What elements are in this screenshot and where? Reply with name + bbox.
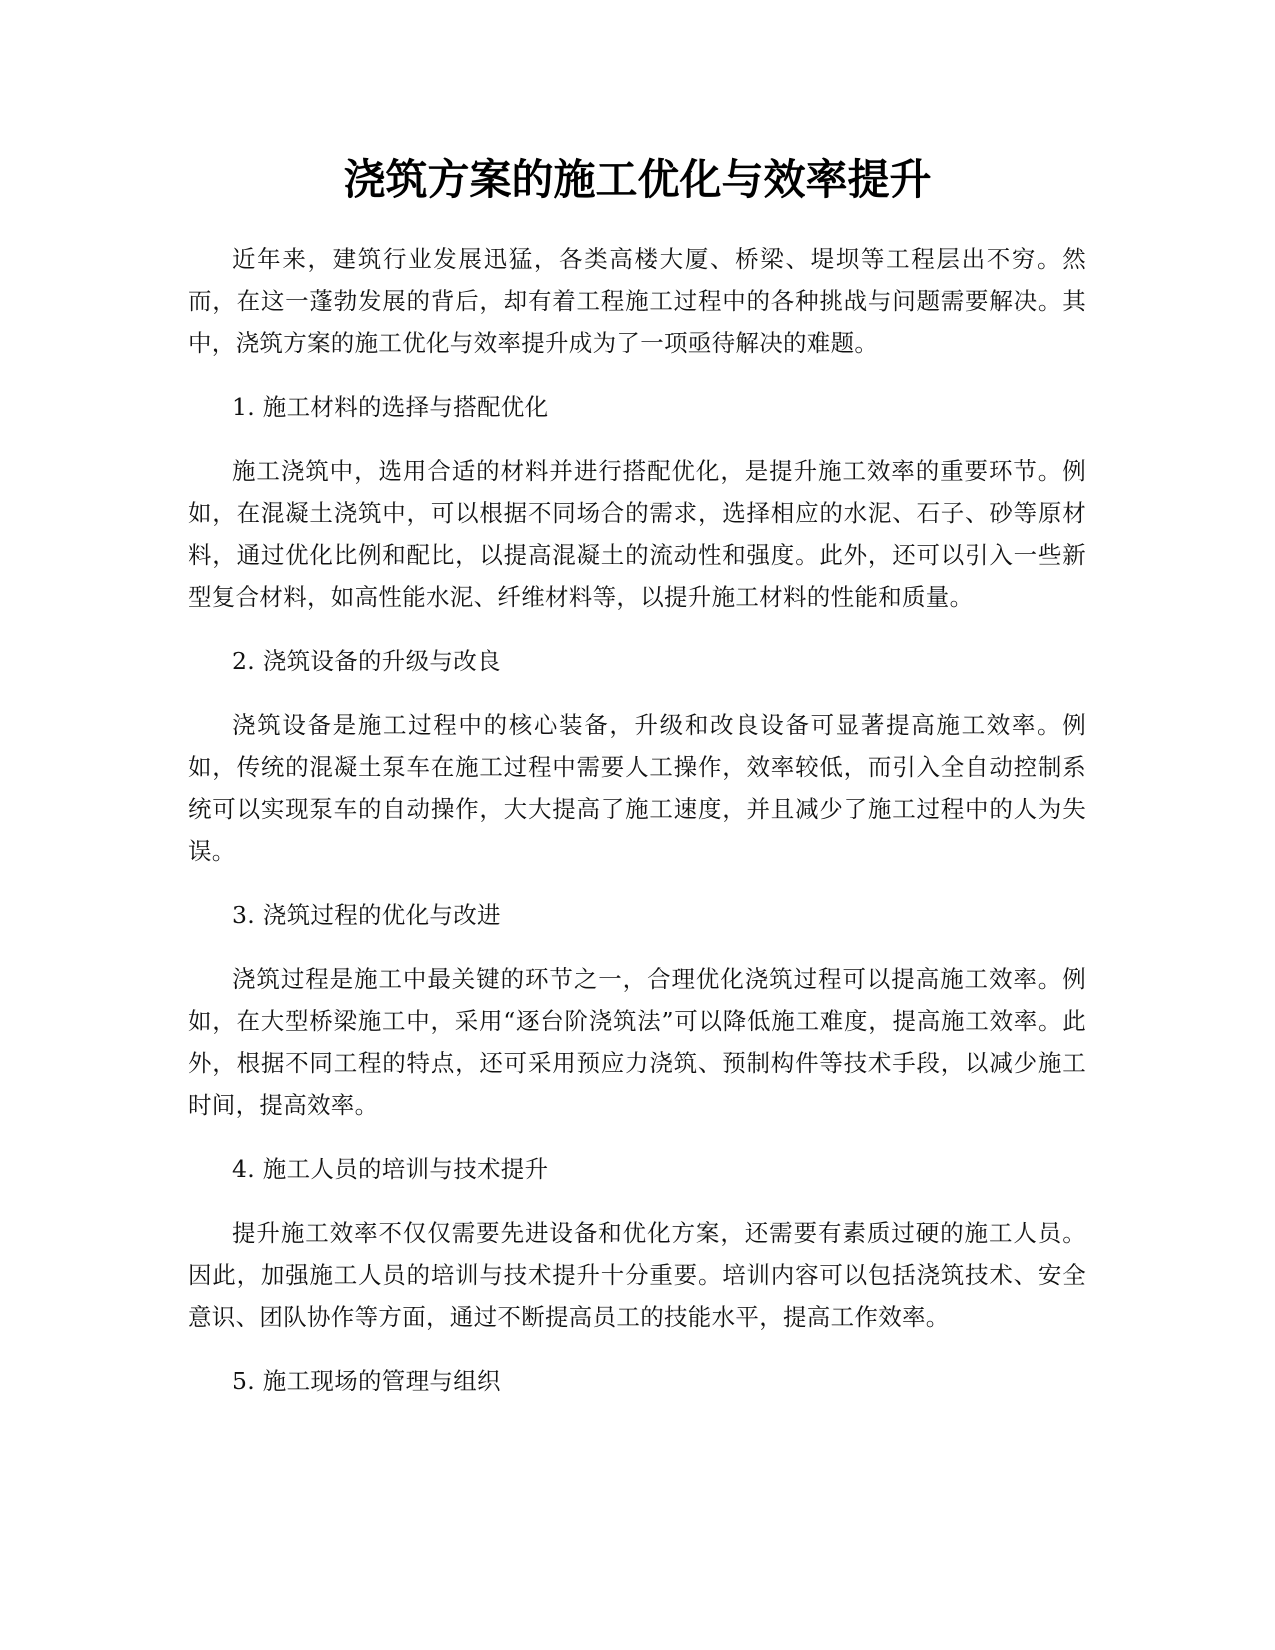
section-heading-5: 5. 施工现场的管理与组织 [232,1367,501,1395]
section-heading-4: 4. 施工人员的培训与技术提升 [232,1155,549,1183]
section-heading-1: 1. 施工材料的选择与搭配优化 [232,393,549,421]
section-paragraph-1: 施工浇筑中，选用合适的材料并进行搭配优化，是提升施工效率的重要环节。例如，在混凝土浇筑中，可以根据不同场合的需求，选择相应的水泥、石子、砂等原材料，通过优化比例和配比，以提高混凝土的流动性和强度。此外，还可以引入一些新型复合材料，如高性能水泥、纤维材料等，以提升施工材料的性能和质量。 [188,457,1086,611]
document-body [188,238,1086,1424]
section-heading-2: 2. 浇筑设备的升级与改良 [232,647,501,675]
section-paragraph-3: 浇筑过程是施工中最关键的环节之一，合理优化浇筑过程可以提高施工效率。例如，在大型桥梁施工中，采用“逐台阶浇筑法”可以降低施工难度，提高施工效率。此外，根据不同工程的特点，还可采用预应力浇筑、预制构件等技术手段，以减少施工时间，提高效率。 [188,965,1086,1119]
intro-paragraph: 近年来，建筑行业发展迅猛，各类高楼大厦、桥梁、堤坝等工程层出不穷。然而，在这一蓬勃发展的背后，却有着工程施工过程中的各种挑战与问题需要解决。其中，浇筑方案的施工优化与效率提升成为了一项亟待解决的难题。 [188,245,1086,357]
section-heading-3: 3. 浇筑过程的优化与改进 [232,901,501,929]
document-title: 浇筑方案的施工优化与效率提升 [343,155,932,204]
section-paragraph-2: 浇筑设备是施工过程中的核心装备，升级和改良设备可显著提高施工效率。例如，传统的混凝土泵车在施工过程中需要人工操作，效率较低，而引入全自动控制系统可以实现泵车的自动操作，大大提高了施工速度，并且减少了施工过程中的人为失误。 [188,711,1086,865]
section-paragraph-4: 提升施工效率不仅仅需要先进设备和优化方案，还需要有素质过硬的施工人员。因此，加强施工人员的培训与技术提升十分重要。培训内容可以包括浇筑技术、安全意识、团队协作等方面，通过不断提高员工的技能水平，提高工作效率。 [188,1219,1086,1331]
